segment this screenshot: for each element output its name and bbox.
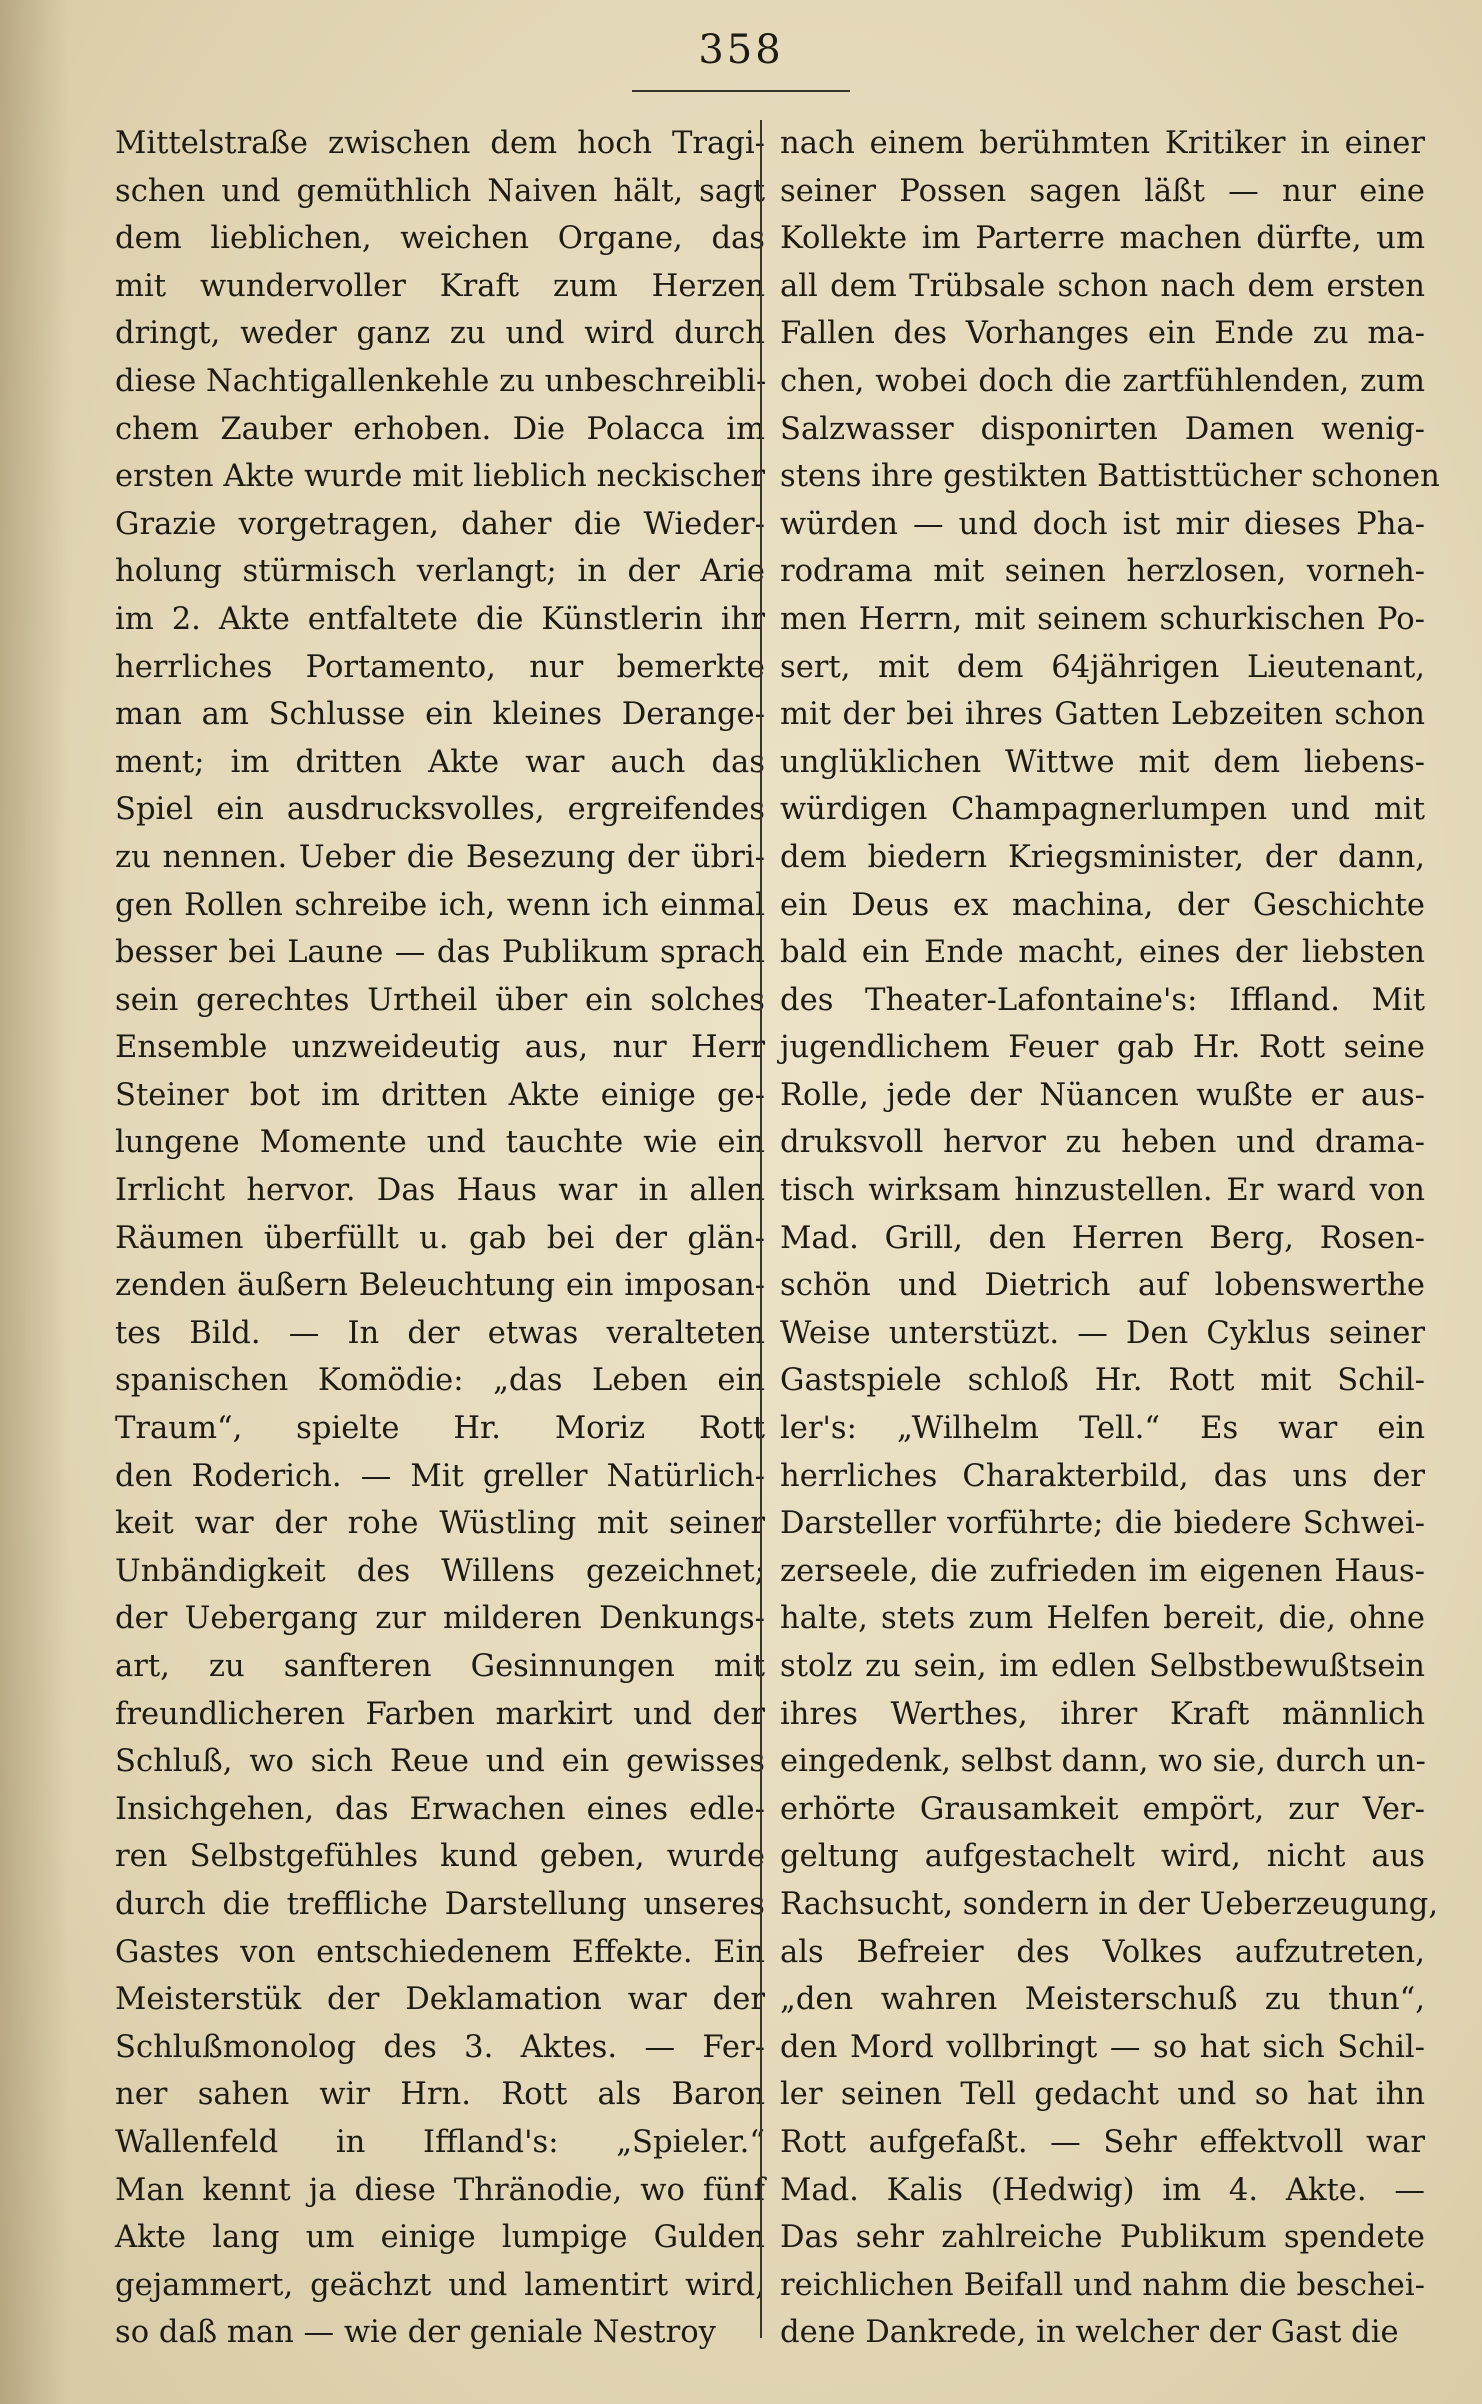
text-line: erhörte Grausamkeit empört, zur Ver- (780, 1791, 1425, 1827)
text-line: zerseele, die zufrieden im eigenen Haus- (780, 1553, 1425, 1589)
text-line: Irrlicht hervor. Das Haus war in allen (115, 1173, 765, 1209)
text-line: diese Nachtigallenkehle zu unbeschreibli- (115, 363, 767, 399)
text-line: schön und Dietrich auf lobenswerthe (780, 1268, 1425, 1304)
text-line: tisch wirksam hinzustellen. Er ward von (780, 1173, 1425, 1209)
text-line: art, zu sanfteren Gesinnungen mit (115, 1649, 765, 1684)
text-line: würdigen Champagnerlumpen und mit (780, 792, 1425, 828)
text-line: spanischen Komödie: „das Leben ein (115, 1363, 765, 1399)
text-line: ler seinen Tell gedacht und so hat ihn (780, 2077, 1425, 2113)
text-line: sein gerechtes Urtheil über ein solches (115, 982, 765, 1018)
text-line: der Uebergang zur milderen Denkungs- (115, 1601, 765, 1637)
text-line: stens ihre gestikten Battisttücher schonen (780, 459, 1440, 495)
text-line: stolz zu sein, im edlen Selbstbewußtsein (780, 1649, 1425, 1684)
text-line: Wallenfeld in Iffland's: „Spieler.“ (115, 2124, 765, 2160)
text-line: so daß man — wie der geniale Nestroy (115, 2315, 716, 2351)
text-line: Grazie vorgetragen, daher die Wieder- (115, 506, 765, 542)
text-line: Ensemble unzweideutig aus, nur Herr (115, 1030, 765, 1066)
text-line: zu nennen. Ueber die Besezung der übri- (115, 839, 765, 875)
text-line: Insichgehen, das Erwachen eines edle- (115, 1791, 765, 1827)
text-line: nach einem berühmten Kritiker in einer (780, 126, 1425, 161)
text-line: Mad. Grill, den Herren Berg, Rosen- (780, 1220, 1425, 1256)
text-line: keit war der rohe Wüstling mit seiner (115, 1506, 765, 1542)
left-column (115, 120, 765, 2357)
text-line: man am Schlusse ein kleines Derange- (115, 697, 765, 733)
text-line: chen, wobei doch die zartfühlenden, zum (780, 363, 1425, 399)
header-rule (632, 90, 850, 92)
text-line: unglüklichen Wittwe mit dem liebens- (780, 744, 1425, 780)
text-line: Salzwasser disponirten Damen wenig- (780, 411, 1425, 447)
text-line: Darsteller vorführte; die biedere Schwei- (780, 1506, 1425, 1542)
text-line: schen und gemüthlich Naiven hält, sagt (115, 173, 765, 209)
text-line: den Mord vollbringt — so hat sich Schil- (780, 2029, 1425, 2065)
text-line: bald ein Ende macht, eines der liebsten (780, 935, 1425, 971)
text-line: Räumen überfüllt u. gab bei der glän- (115, 1220, 765, 1256)
column-divider (760, 120, 762, 2338)
text-line: Traum“, spielte Hr. Moriz Rott (115, 1411, 765, 1447)
text-line: besser bei Laune — das Publikum sprach (115, 935, 765, 971)
text-line: gejammert, geächzt und lamentirt wird, (115, 2267, 765, 2303)
text-line: ler's: „Wilhelm Tell.“ Es war ein (780, 1411, 1425, 1447)
text-line: ihres Werthes, ihrer Kraft männlich (780, 1696, 1425, 1732)
text-line: Fallen des Vorhanges ein Ende zu ma- (780, 316, 1425, 352)
text-line: Rachsucht, sondern in der Ueberzeugung, (780, 1886, 1439, 1922)
text-line: würden — und doch ist mir dieses Pha- (780, 506, 1425, 542)
text-line: reichlichen Beifall und nahm die beschei- (780, 2267, 1425, 2303)
text-line: freundlicheren Farben markirt und der (115, 1696, 765, 1732)
text-line: Gastspiele schloß Hr. Rott mit Schil- (780, 1363, 1425, 1399)
text-line: rodrama mit seinen herzlosen, vorneh- (780, 554, 1425, 590)
text-line: all dem Trübsale schon nach dem ersten (780, 268, 1425, 304)
text-line: Mittelstraße zwischen dem hoch Tragi- (115, 126, 765, 161)
text-line: druksvoll hervor zu heben und drama- (780, 1125, 1425, 1161)
text-line: ren Selbstgefühles kund geben, wurde (115, 1839, 765, 1875)
text-line: im 2. Akte entfaltete die Künstlerin ihr (115, 601, 765, 637)
text-line: mit der bei ihres Gatten Lebzeiten schon (780, 697, 1425, 733)
text-line: Schluß, wo sich Reue und ein gewisses (115, 1744, 765, 1780)
text-line: dene Dankrede, in welcher der Gast die (780, 2315, 1399, 2351)
text-line: Unbändigkeit des Willens gezeichnet; (115, 1553, 765, 1589)
text-line: Steiner bot im dritten Akte einige ge- (115, 1077, 765, 1113)
spine-shadow (0, 0, 70, 2404)
text-line: Gastes von entschiedenem Effekte. Ein (115, 1934, 765, 1970)
right-column (780, 120, 1440, 2357)
text-line: Rolle, jede der Nüancen wußte er aus- (780, 1077, 1425, 1113)
text-line: Das sehr zahlreiche Publikum spendete (780, 2220, 1425, 2256)
text-line: chem Zauber erhoben. Die Polacca im (115, 411, 765, 447)
text-line: als Befreier des Volkes aufzutreten, (780, 1934, 1425, 1970)
text-line: holung stürmisch verlangt; in der Arie (115, 554, 765, 590)
text-line: dringt, weder ganz zu und wird durch (115, 316, 765, 352)
text-line: mit wundervoller Kraft zum Herzen (115, 268, 765, 304)
text-line: dem lieblichen, weichen Organe, das (115, 221, 765, 257)
page-number: 358 (698, 27, 784, 73)
text-line: seiner Possen sagen läßt — nur eine (780, 173, 1425, 209)
text-line: sert, mit dem 64jährigen Lieutenant, (780, 649, 1425, 685)
text-line: gen Rollen schreibe ich, wenn ich einmal (115, 887, 765, 923)
text-line: „den wahren Meisterschuß zu thun“, (780, 1982, 1425, 2018)
text-line: ner sahen wir Hrn. Rott als Baron (115, 2077, 765, 2113)
text-line: des Theater-Lafontaine's: Iffland. Mit (780, 982, 1425, 1018)
text-line: herrliches Portamento, nur bemerkte (115, 649, 765, 685)
text-line: den Roderich. — Mit greller Natürlich- (115, 1458, 765, 1494)
text-line: eingedenk, selbst dann, wo sie, durch un- (780, 1744, 1426, 1780)
text-line: Spiel ein ausdrucksvolles, ergreifendes (115, 792, 765, 828)
text-line: dem biedern Kriegsminister, der dann, (780, 839, 1425, 875)
text-line: ein Deus ex machina, der Geschichte (780, 887, 1425, 923)
text-line: Kollekte im Parterre machen dürfte, um (780, 221, 1425, 257)
text-line: halte, stets zum Helfen bereit, die, ohne (780, 1601, 1425, 1637)
text-line: Rott aufgefaßt. — Sehr effektvoll war (780, 2124, 1425, 2160)
text-line: Weise unterstüzt. — Den Cyklus seiner (780, 1315, 1425, 1351)
text-line: herrliches Charakterbild, das uns der (780, 1458, 1425, 1494)
text-line: geltung aufgestachelt wird, nicht aus (780, 1839, 1425, 1875)
text-line: ment; im dritten Akte war auch das (115, 744, 765, 780)
text-line: men Herrn, mit seinem schurkischen Po- (780, 601, 1425, 637)
text-line: durch die treffliche Darstellung unseres (115, 1886, 765, 1922)
text-line: zenden äußern Beleuchtung ein imposan- (115, 1268, 765, 1304)
text-line: Meisterstük der Deklamation war der (115, 1982, 765, 2018)
text-line: tes Bild. — In der etwas veralteten (115, 1315, 765, 1351)
text-line: ersten Akte wurde mit lieblich neckischer (115, 459, 765, 495)
text-line: Mad. Kalis (Hedwig) im 4. Akte. — (780, 2172, 1425, 2208)
text-line: jugendlichem Feuer gab Hr. Rott seine (780, 1030, 1425, 1066)
text-line: Akte lang um einige lumpige Gulden (115, 2220, 765, 2256)
text-line: Schlußmonolog des 3. Aktes. — Fer- (115, 2029, 765, 2065)
text-line: lungene Momente und tauchte wie ein (115, 1125, 765, 1161)
text-line: Man kennt ja diese Thränodie, wo fünf (115, 2172, 765, 2208)
